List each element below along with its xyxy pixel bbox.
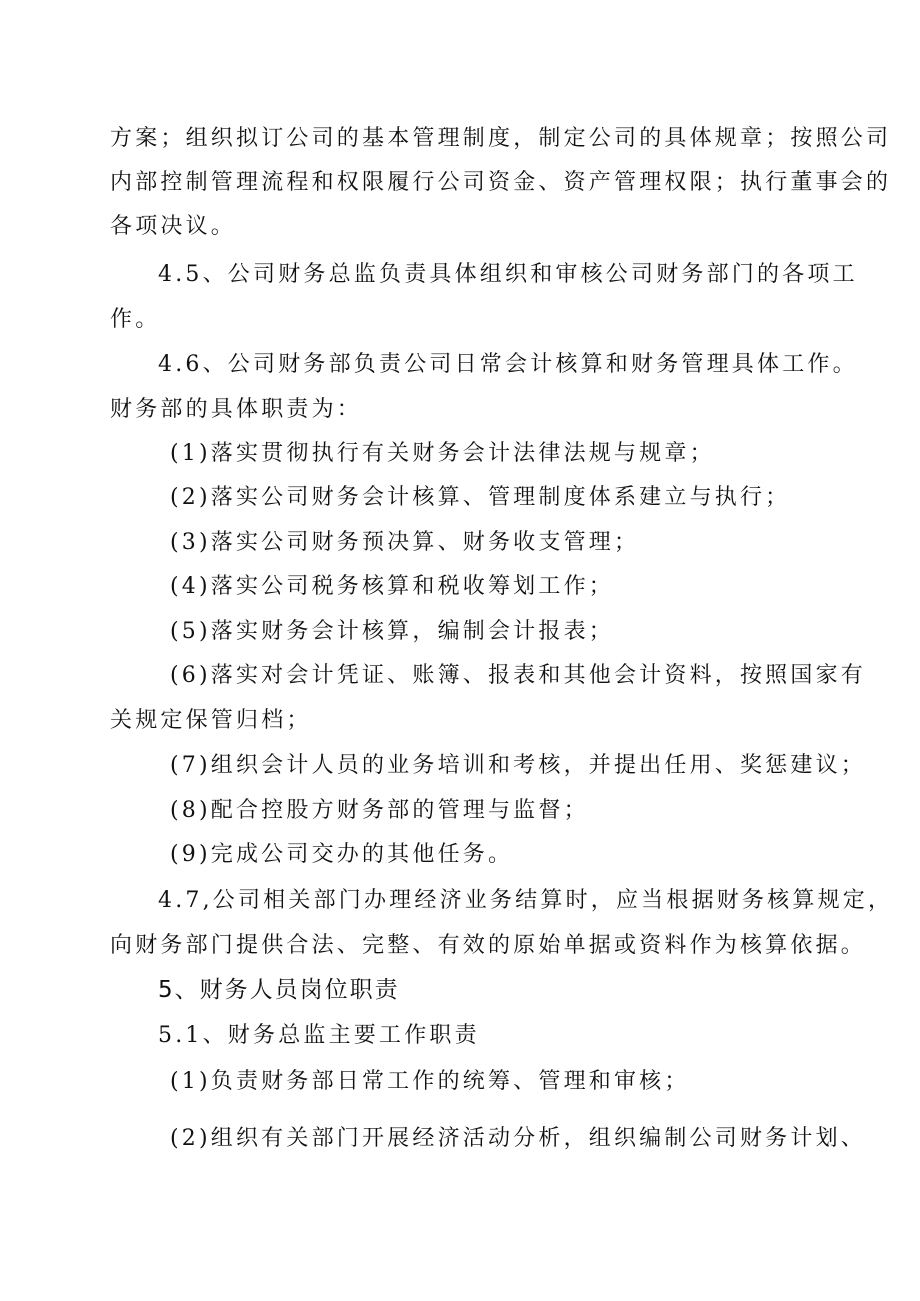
paragraph-line: 内部控制管理流程和权限履行公司资金、资产管理权限；执行董事会的 — [110, 170, 892, 195]
duty-list-item: (9)完成公司交办的其他任务。 — [170, 842, 514, 867]
paragraph-line: 方案；组织拟订公司的基本管理制度，制定公司的具体规章；按照公司 — [110, 126, 892, 151]
duty-list-item: (5)落实财务会计核算，编制会计报表； — [170, 619, 614, 644]
clause-4-6-line: 财务部的具体职责为： — [110, 397, 363, 422]
subsection-5-1-title: 5.1、财务总监主要工作职责 — [158, 1023, 480, 1048]
duty-list-item: (3)落实公司财务预决算、财务收支管理； — [170, 530, 640, 555]
clause-4-7-line: 4.7,公司相关部门办理经济业务结算时，应当根据财务核算规定， — [158, 888, 894, 913]
duty-list-item: (1)负责财务部日常工作的统筹、管理和审核； — [170, 1069, 690, 1094]
duty-list-item: (6)落实对会计凭证、账簿、报表和其他会计资料，按照国家有 — [170, 663, 866, 688]
duty-list-item: (2)落实公司财务会计核算、管理制度体系建立与执行； — [170, 485, 791, 510]
clause-4-5-line: 4.5、公司财务总监负责具体组织和审核公司财务部门的各项工 — [158, 262, 858, 287]
duty-list-item: (7)组织会计人员的业务培训和考核，并提出任用、奖惩建议； — [170, 753, 866, 778]
clause-4-5-line: 作。 — [110, 307, 161, 332]
clause-4-7-line: 向财务部门提供合法、完整、有效的原始单据或资料作为核算依据。 — [110, 933, 867, 958]
duty-list-item: (8)配合控股方财务部的管理与监督； — [170, 798, 589, 823]
duty-list-item: (2)组织有关部门开展经济活动分析，组织编制公司财务计划、 — [170, 1126, 866, 1151]
clause-4-6-line: 4.6、公司财务部负责公司日常会计核算和财务管理具体工作。 — [158, 352, 858, 377]
section-5-heading: 5、财务人员岗位职责 — [158, 977, 400, 1003]
duty-list-item: (1)落实贯彻执行有关财务会计法律法规与规章； — [170, 441, 715, 466]
paragraph-line: 各项决议。 — [110, 214, 237, 239]
duty-list-item: 关规定保管归档； — [110, 708, 312, 733]
duty-list-item: (4)落实公司税务核算和税收筹划工作； — [170, 574, 614, 599]
